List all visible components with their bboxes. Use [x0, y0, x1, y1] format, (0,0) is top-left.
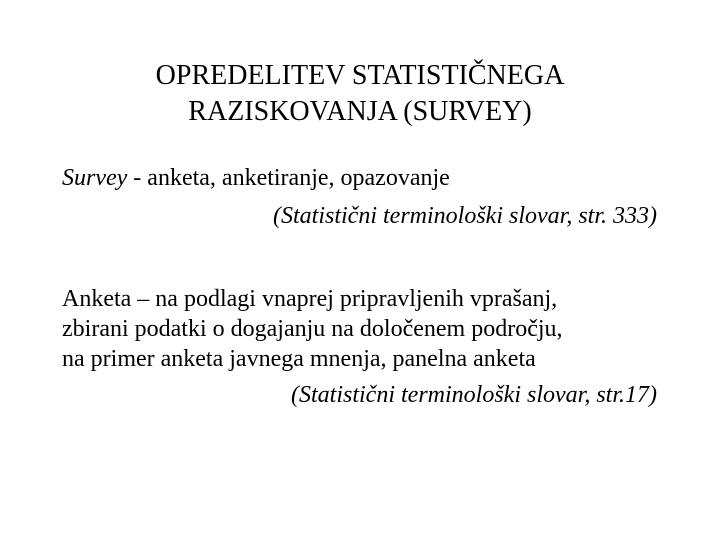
anketa-reference: (Statistični terminološki slovar, str.17) — [291, 382, 657, 408]
slide-title — [60, 58, 660, 130]
anketa-line-2: zbirani podatki o dogajanju na določenem področju, — [62, 316, 563, 342]
survey-definition — [62, 163, 662, 231]
survey-definition-line — [62, 163, 662, 193]
anketa-line-1: Anketa – na podlagi vnaprej pripravljenih vprašanj, — [62, 286, 558, 312]
survey-term: Survey — [62, 165, 128, 191]
anketa-line-3: na primer anketa javnega mnenja, panelna anketa — [62, 346, 536, 372]
anketa-definition — [62, 284, 662, 410]
title-line-1: OPREDELITEV STATISTIČNEGA — [155, 60, 565, 91]
title-line-2: RAZISKOVANJA (SURVEY) — [188, 96, 532, 127]
survey-definition-text: - anketa, anketiranje, opazovanje — [127, 165, 450, 191]
survey-reference: (Statistični terminološki slovar, str. 333) — [273, 203, 657, 229]
